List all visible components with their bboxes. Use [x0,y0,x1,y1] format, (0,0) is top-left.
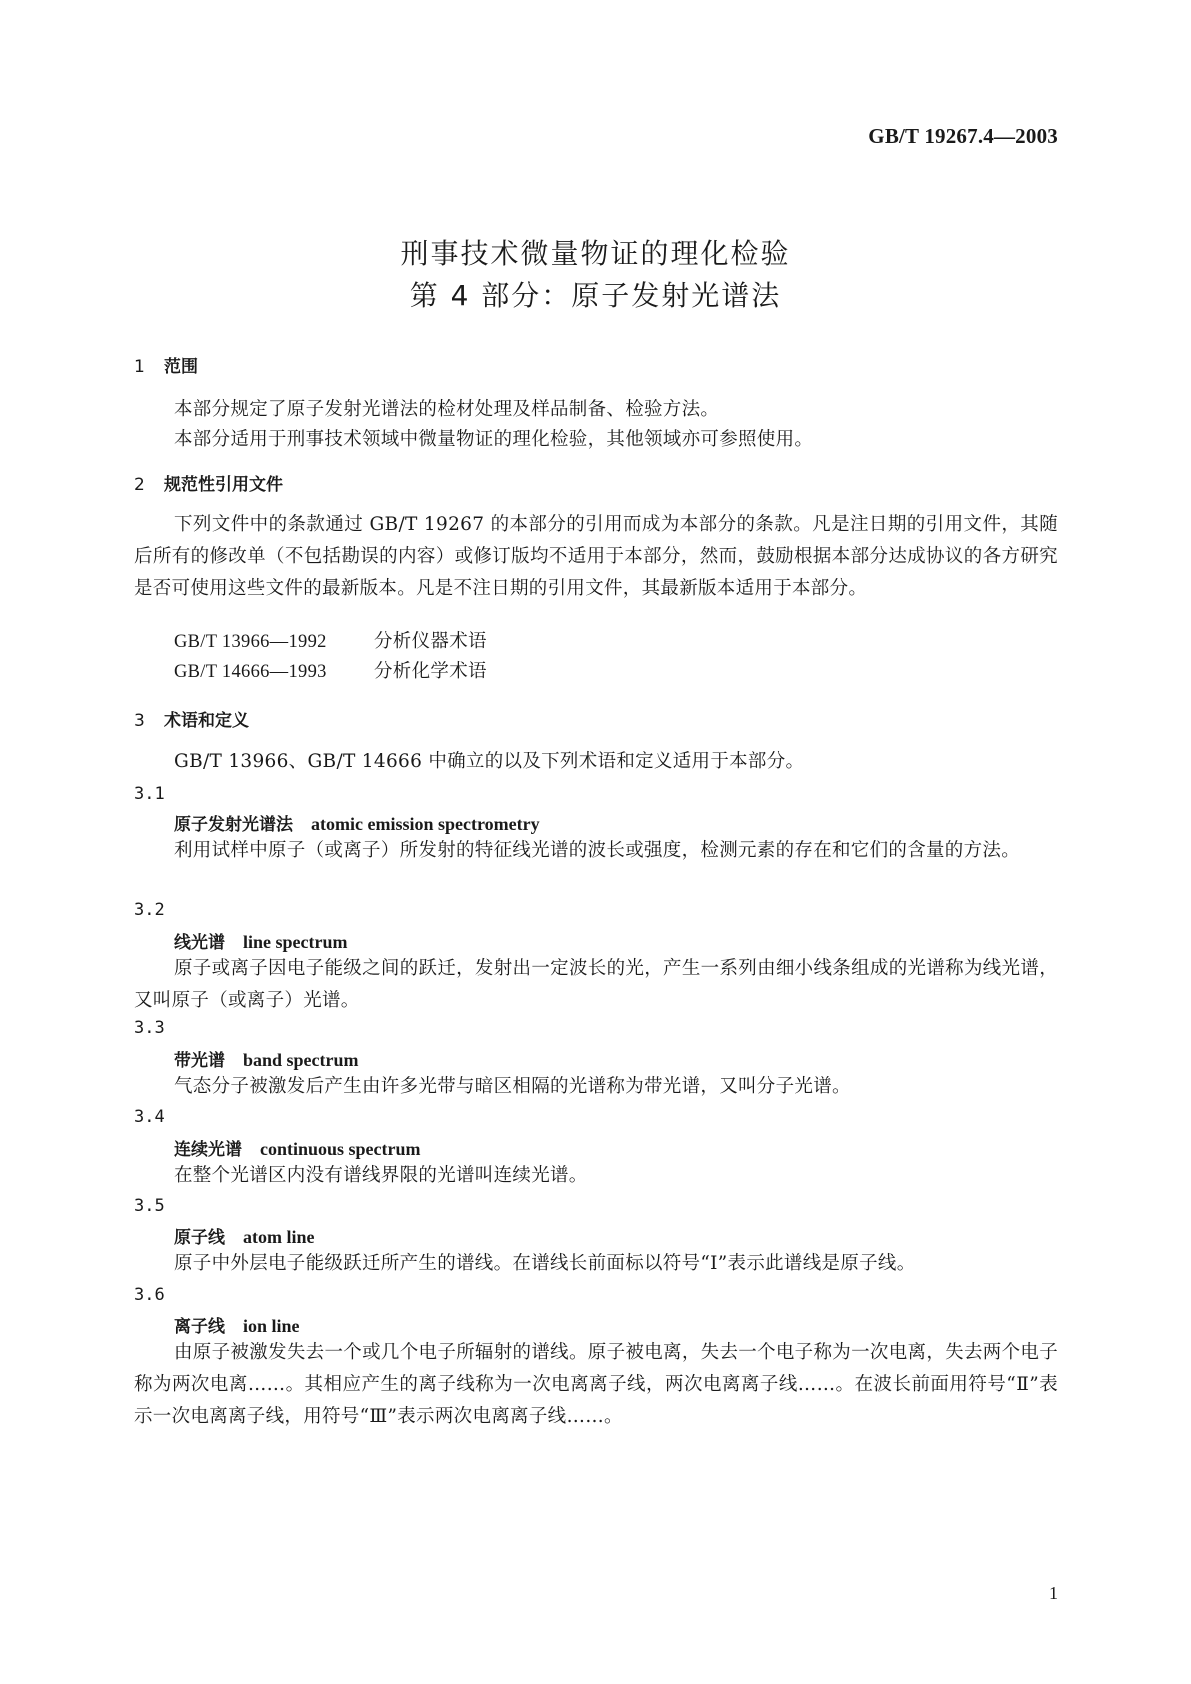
term-number: 3.4 [134,1107,165,1127]
section-2-heading [134,470,1058,495]
section-1-heading [134,352,1058,377]
section-title: 规范性引用文件 [164,475,283,495]
reference-code: GB/T 13966—1992 [174,632,327,652]
section-number: 3 [134,711,145,731]
term-cn: 原子发射光谱法 [174,815,293,835]
term-definition: 由原子被激发失去一个或几个电子所辐射的谱线。原子被电离，失去一个电子称为一次电离，失去两个电子称为两次电离……。其相应产生的离子线称为一次电离离子线，两次电离离子线……。在波长前面用符号“Ⅱ”表示一次电离离子线，用符号“Ⅲ”表示两次电离离子线……。 [134,1342,1058,1427]
term-number: 3.3 [134,1018,165,1038]
standard-code: GB/T 19267.4—2003 [868,124,1058,148]
page-number: 1 [1049,1583,1058,1603]
section-3-para-1: GB/T 13966、GB/T 14666 中确立的以及下列术语和定义适用于本部分。 [174,751,805,772]
term-cn: 离子线 [174,1317,225,1337]
section-3-heading [134,706,1058,731]
term-heading [134,1046,1098,1071]
term-cn: 线光谱 [174,933,225,953]
term-definition: 原子中外层电子能级跃迁所产生的谱线。在谱线长前面标以符号“Ⅰ”表示此谱线是原子线。 [174,1253,916,1274]
term-number: 3.5 [134,1196,165,1216]
section-number: 2 [134,475,145,495]
term-cn: 连续光谱 [174,1140,242,1160]
term-number: 3.6 [134,1285,165,1305]
reference-name: 分析仪器术语 [374,631,487,652]
term-number: 3.1 [134,784,165,804]
reference-item [134,626,1098,658]
title-line-1: 刑事技术微量物证的理化检验 [400,237,791,270]
term-en: line spectrum [243,932,348,952]
term-number: 3.2 [134,900,165,920]
term-heading [134,928,1098,953]
term-cn: 带光谱 [174,1051,225,1071]
title-line-2: 第 4 部分：原子发射光谱法 [409,279,782,312]
term-en: band spectrum [243,1050,359,1070]
term-heading [134,1135,1098,1160]
section-2-para-1: 下列文件中的条款通过 GB/T 19267 的本部分的引用而成为本部分的条款。凡是注日期的引用文件，其随后所有的修改单（不包括勘误的内容）或修订版均不适用于本部分，然而，鼓励根据本部分达成协议的各方研究是否可使用这些文件的最新版本。凡是不注日期的引用文件，其最新版本适用于本部分。 [134,514,1058,599]
term-en: atomic emission spectrometry [311,814,540,834]
term-heading [134,810,1098,835]
term-en: ion line [243,1316,300,1336]
reference-code: GB/T 14666—1993 [174,662,327,682]
term-definition: 在整个光谱区内没有谱线界限的光谱叫连续光谱。 [174,1165,588,1186]
term-heading [134,1312,1098,1337]
section-1-para-2: 本部分适用于刑事技术领域中微量物证的理化检验，其他领域亦可参照使用。 [174,429,814,450]
term-en: atom line [243,1227,315,1247]
term-en: continuous spectrum [260,1139,421,1159]
term-definition: 原子或离子因电子能级之间的跃迁，发射出一定波长的光，产生一系列由细小线条组成的光谱称为线光谱，又叫原子（或离子）光谱。 [134,958,1058,1011]
term-heading [134,1223,1098,1248]
reference-item [134,656,1098,688]
reference-name: 分析化学术语 [374,661,487,682]
section-number: 1 [134,357,145,377]
term-cn: 原子线 [174,1228,225,1248]
section-title: 术语和定义 [164,711,249,731]
section-title: 范围 [164,357,198,377]
section-1-para-1: 本部分规定了原子发射光谱法的检材处理及样品制备、检验方法。 [174,399,720,420]
term-definition: 利用试样中原子（或离子）所发射的特征线光谱的波长或强度，检测元素的存在和它们的含量的方法。 [174,840,1021,861]
term-definition: 气态分子被激发后产生由许多光带与暗区相隔的光谱称为带光谱，又叫分子光谱。 [174,1076,851,1097]
